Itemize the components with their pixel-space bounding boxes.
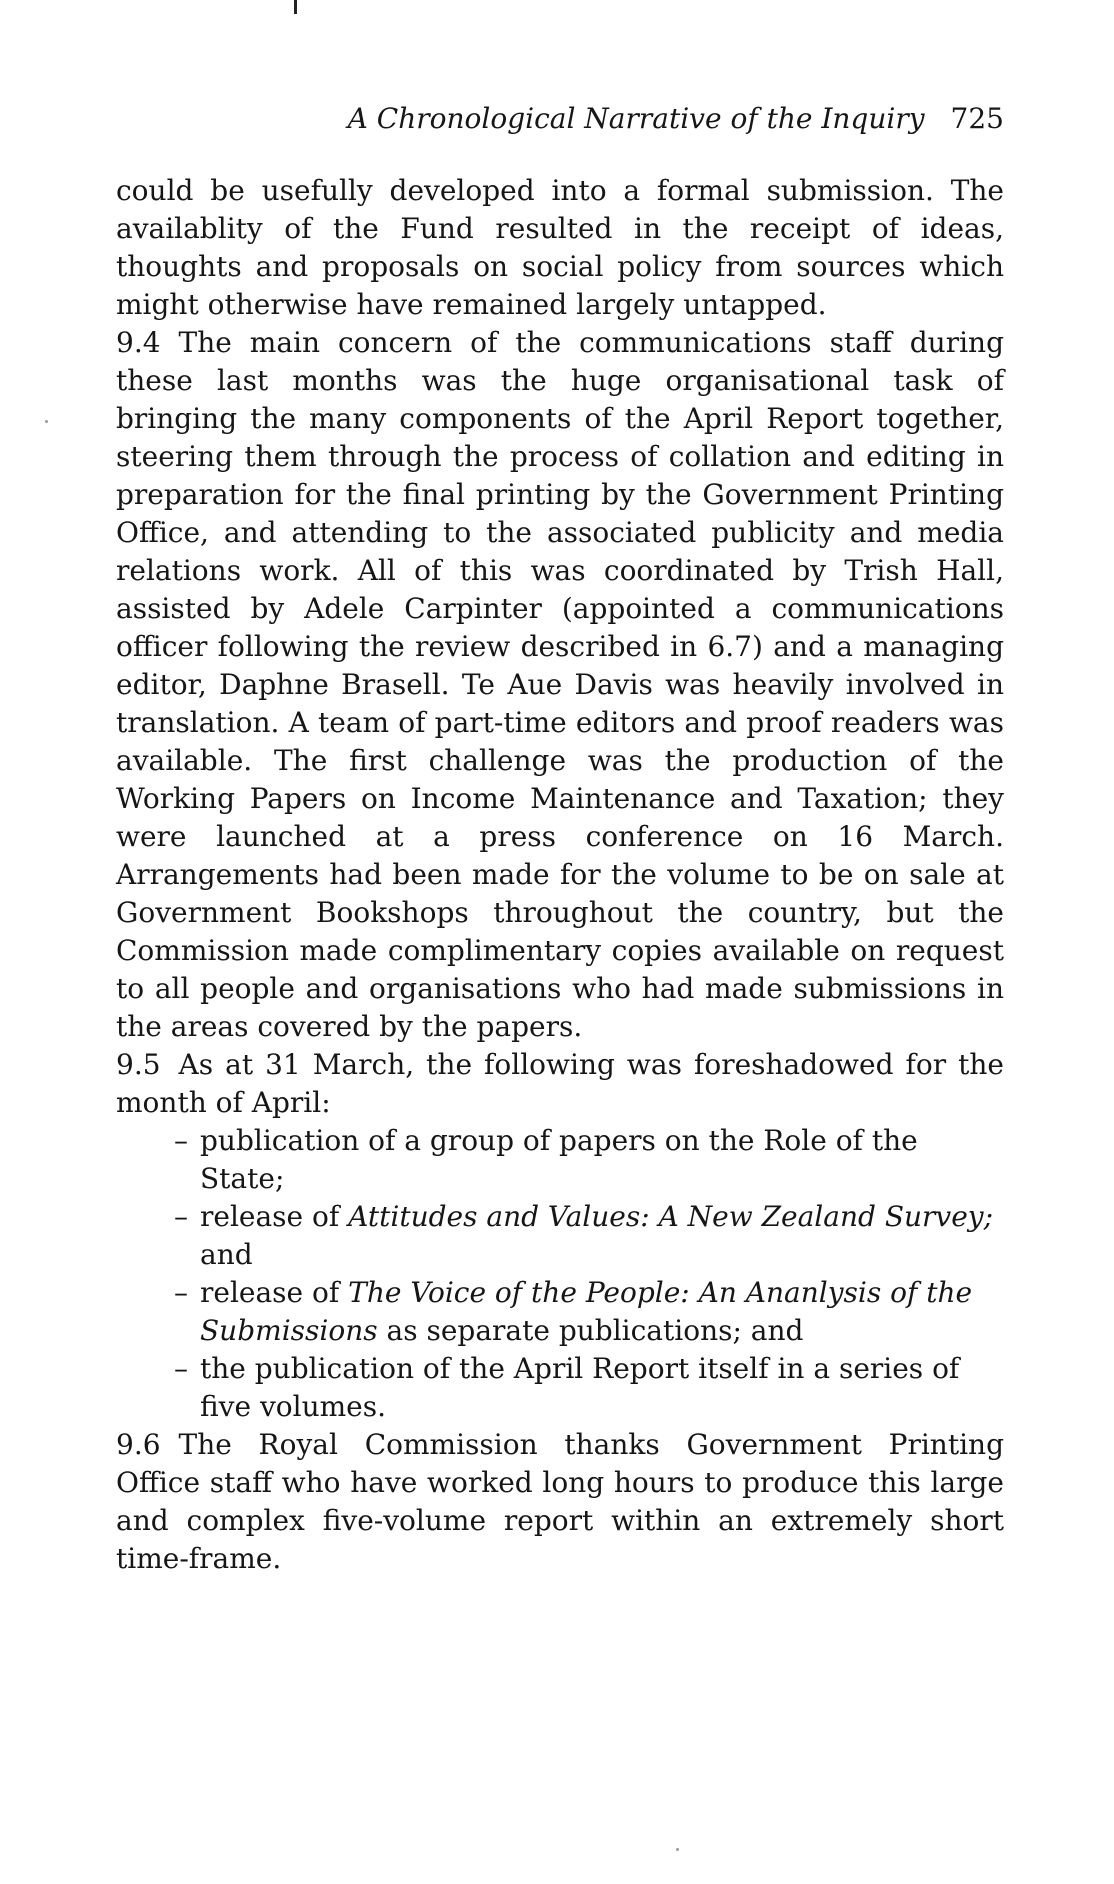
paragraph-9-6: [116, 1426, 1004, 1578]
list-item: [174, 1350, 1004, 1426]
list-item-text: release of: [200, 1200, 340, 1233]
scan-speck: [45, 420, 48, 423]
list-item-text: the publication of the April Report itself in a series of five volumes.: [200, 1352, 960, 1423]
list-item: [174, 1274, 1004, 1350]
list-dash: –: [174, 1352, 188, 1385]
paragraph-text: As at 31 March, the following was foreshadowed for the month of April:: [116, 1048, 1004, 1119]
publication-title: The Voice of the People: An Ananlysis of the Submissions: [200, 1276, 973, 1347]
scan-speck: [676, 1848, 679, 1851]
paragraph-number: 9.4: [116, 326, 161, 359]
foreshadowed-list: [116, 1122, 1004, 1426]
list-dash: –: [174, 1124, 188, 1157]
paragraph-9-5: [116, 1046, 1004, 1122]
publication-title: Attitudes and Values: A New Zealand Survey;: [348, 1200, 994, 1233]
paragraph-text: The Royal Commission thanks Government Printing Office staff who have worked long hours to produce this large and complex five-volume report within an extremely short time-frame.: [116, 1428, 1004, 1575]
list-dash: –: [174, 1276, 188, 1309]
page-header: [116, 102, 1004, 136]
list-item-text: release of: [200, 1276, 340, 1309]
paragraph-text: could be usefully developed into a formal submission. The availablity of the Fund resulted in the receipt of ideas, thoughts and proposals on social policy from sources which might otherwise have remained largely untapped.: [116, 174, 1004, 321]
paragraph-continuation: [116, 172, 1004, 324]
page-number: 725: [950, 102, 1004, 135]
list-dash: –: [174, 1200, 188, 1233]
list-item-text: publication of a group of papers on the Role of the State;: [200, 1124, 918, 1195]
list-item-text: and: [200, 1238, 253, 1271]
list-item: [174, 1122, 1004, 1198]
body-text: [116, 172, 1004, 1578]
list-item-text: as separate publications; and: [386, 1314, 804, 1347]
top-edge-mark: [294, 0, 297, 14]
paragraph-text: The main concern of the communications staff during these last months was the huge organisational task of bringing the many components of the April Report together, steering them through the process of collation and editing in preparation for the final printing by the Government Printing Office, and attending to the associated publicity and media relations work. All of this was coordinated by Trish Hall, assisted by Adele Carpinter (appointed a communications officer following the review described in 6.7) and a managing editor, Daphne Brasell. Te Aue Davis was heavily involved in translation. A team of part-time editors and proof readers was available. The first challenge was the production of the Working Papers on Income Maintenance and Taxation; they were launched at a press conference on 16 March. Arrangements had been made for the volume to be on sale at Government Bookshops throughout the country, but the Commission made complimentary copies available on request to all people and organisations who had made submissions in the areas covered by the papers.: [116, 326, 1004, 1043]
paragraph-number: 9.5: [116, 1048, 161, 1081]
running-head: A Chronological Narrative of the Inquiry: [347, 102, 925, 135]
list-item: [174, 1198, 1004, 1274]
paragraph-number: 9.6: [116, 1428, 161, 1461]
paragraph-9-4: [116, 324, 1004, 1046]
